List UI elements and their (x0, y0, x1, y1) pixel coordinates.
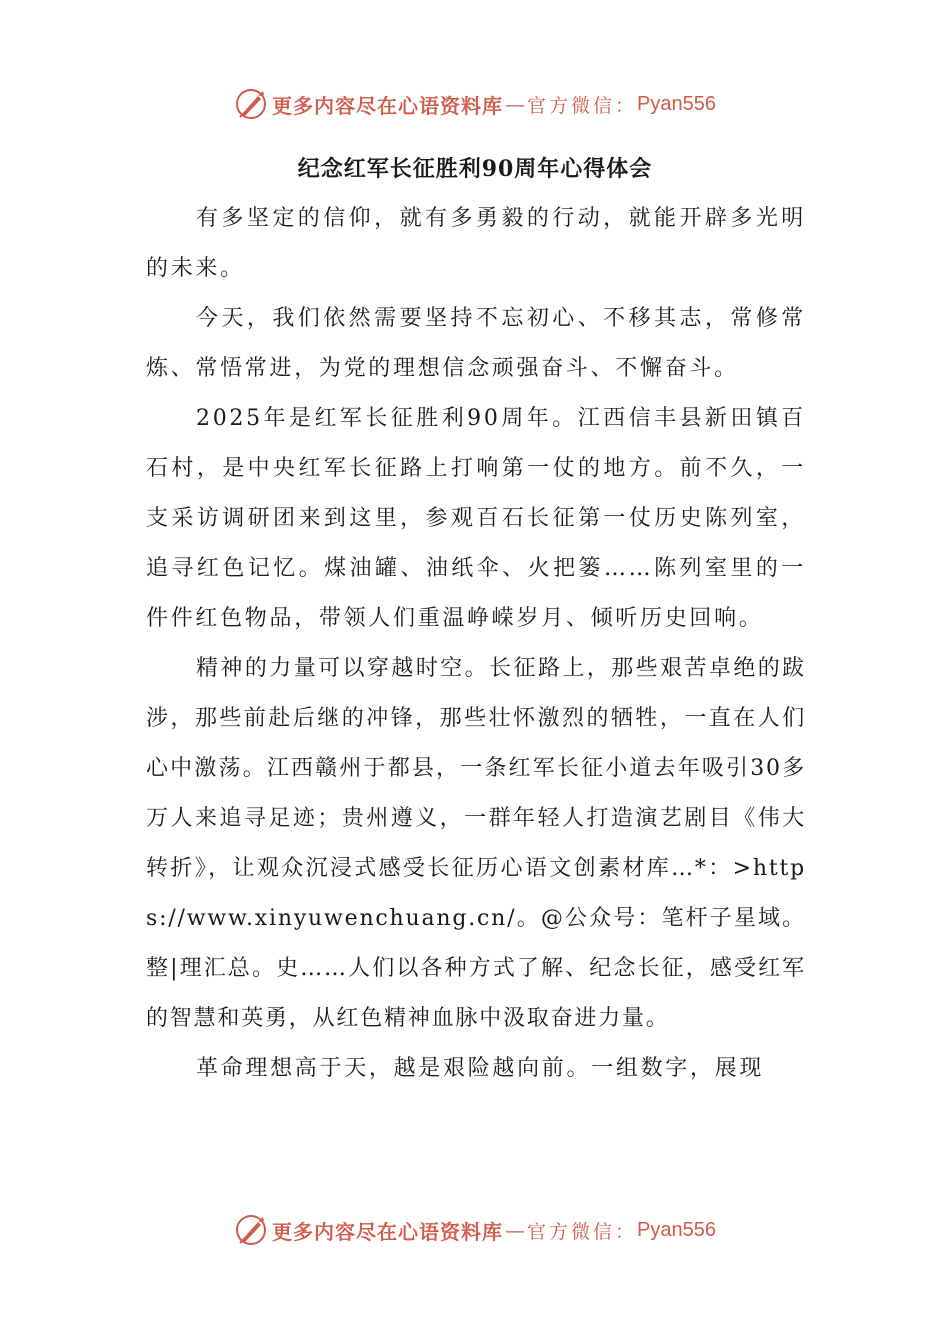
quill-logo-icon (234, 87, 268, 121)
paragraph: 今天，我们依然需要坚持不忘初心、不移其志，常修常炼、常悟常进，为党的理想信念顽强奋斗、不懈奋斗。 (146, 306, 806, 381)
paragraph: 有多坚定的信仰，就有多勇毅的行动，就能开辟多光明的未来。 (146, 206, 806, 281)
banner-brand: 更多内容尽在心语资料库 (272, 1219, 503, 1244)
banner-brand: 更多内容尽在心语资料库 (272, 93, 503, 118)
document-title: 纪念红军长征胜利90周年心得体会 (297, 156, 653, 182)
banner-official: 官方微信： (527, 1220, 638, 1243)
quill-logo-icon (234, 1213, 268, 1247)
document-body (146, 194, 806, 1094)
paragraph: 精神的力量可以穿越时空。长征路上，那些艰苦卓绝的跋涉，那些前赴后继的冲锋，那些壮怀激烈的牺牲，一直在人们心中激荡。江西赣州于都县，一条红军长征小道去年吸引30多万人来追寻足迹；贵州遵义，一群年轻人打造演艺剧目《伟大转折》，让观众沉浸式感受长征历心语文创素材库…*：>https://www.xinyuwenchuang.cn/。@公众号：笔杆子星域。整|理汇总。史……人们以各种方式了解、纪念长征，感受红军的智慧和英勇，从红色精神血脉中汲取奋进力量。 (146, 656, 806, 1031)
paragraph: 革命理想高于天，越是艰险越向前。一组数字，展现 (196, 1056, 765, 1081)
footer-banner (0, 1210, 950, 1250)
banner-dash: — (505, 92, 525, 116)
paragraph: 2025年是红军长征胜利90周年。江西信丰县新田镇百石村，是中央红军长征路上打响第一仗的地方。前不久，一支采访调研团来到这里，参观百石长征第一仗历史陈列室，追寻红色记忆。煤油罐、油纸伞、火把篓……陈列室里的一件件红色物品，带领人们重温峥嵘岁月、倾听历史回响。 (146, 406, 806, 631)
header-banner (0, 84, 950, 124)
banner-official: 官方微信： (527, 94, 638, 117)
banner-wechat-id: Pyan556 (637, 1218, 716, 1241)
banner-wechat-id: Pyan556 (637, 92, 716, 115)
banner-dash: — (505, 1218, 525, 1242)
